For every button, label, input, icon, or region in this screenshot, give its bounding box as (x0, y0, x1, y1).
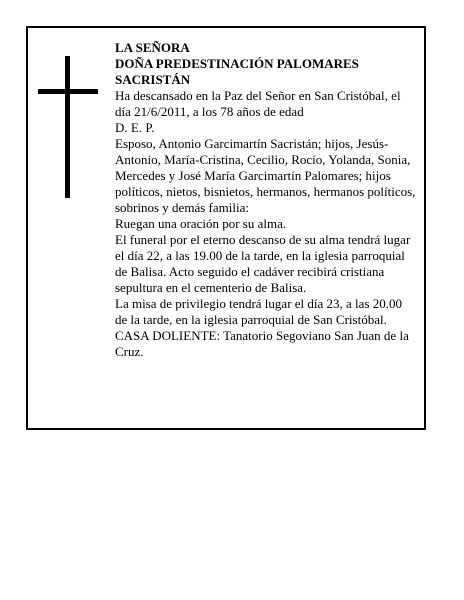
cross-vertical-bar (65, 56, 70, 198)
funeral-details: El funeral por el eterno descanso de su alma tendrá lugar el día 22, a las 19.00 de la tarde, en la iglesia parroquial de Balisa. Acto seguido el cadáver recibirá cristiana sepultura en el cementerio de Balisa. (115, 232, 411, 295)
notice-text (115, 40, 417, 360)
heading-line-surname: SACRISTÁN (115, 72, 191, 87)
family-list: Esposo, Antonio Garcimartín Sacristán; hijos, Jesús-Antonio, María-Cristina, Cecilio, Rocío, Yolanda, Sonia, Mercedes y José María Garcimartín Palomares; hijos políticos, nietos, bisnietos, hermanos, hermanos políticos, sobrinos y demás familia: (115, 136, 416, 215)
latin-cross-icon (38, 56, 98, 198)
heading-line-name: DOÑA PREDESTINACIÓN PALOMARES (115, 56, 359, 71)
heading-line-title: LA SEÑORA (115, 40, 190, 55)
mass-details: La misa de privilegio tendrá lugar el día 23, a las 20.00 de la tarde, en la iglesia parroquial de San Cristóbal. (115, 296, 402, 327)
mourning-house: CASA DOLIENTE: Tanatorio Segoviano San Juan de la Cruz. (115, 328, 409, 359)
rip-line: D. E. P. (115, 120, 155, 135)
death-announcement: Ha descansado en la Paz del Señor en San Cristóbal, el día 21/6/2011, a los 78 años de edad (115, 88, 401, 119)
prayer-request: Ruegan una oración por su alma. (115, 216, 287, 231)
cross-horizontal-bar (38, 89, 98, 94)
obituary-notice (26, 26, 426, 430)
